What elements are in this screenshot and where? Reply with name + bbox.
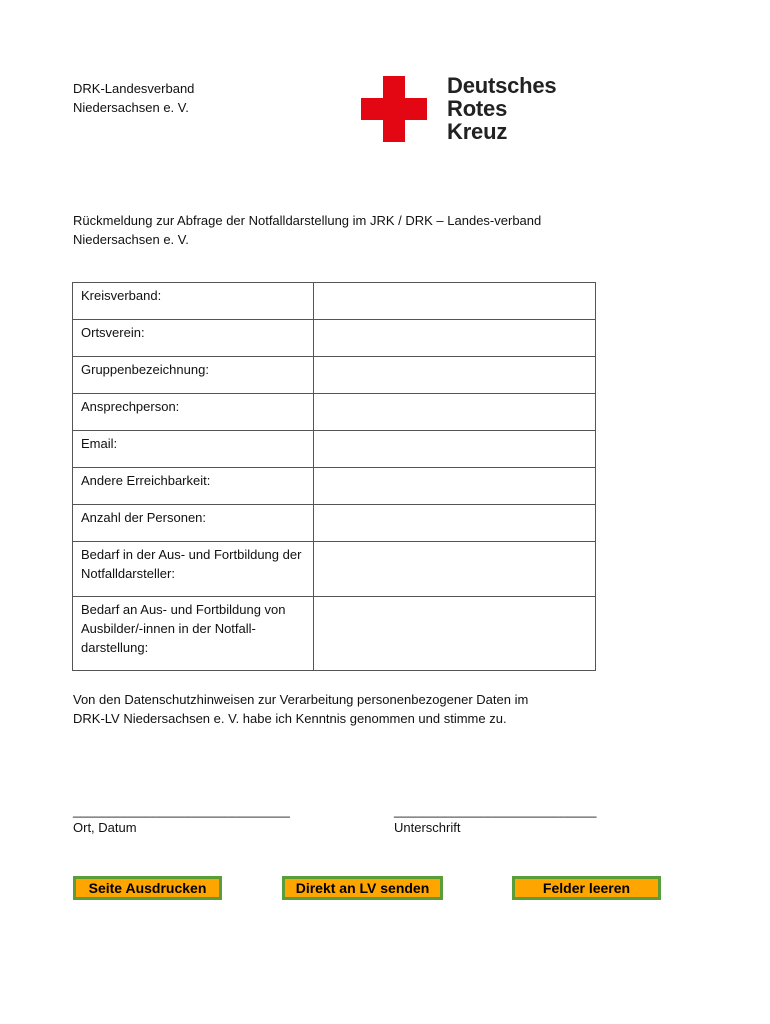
gruppenbezeichnung-field[interactable] xyxy=(313,357,595,394)
print-page-button[interactable]: Seite Ausdrucken xyxy=(73,876,222,900)
signature-line: ____________________________ xyxy=(394,803,597,818)
logo-line-2: Rotes xyxy=(447,96,508,121)
clear-fields-button[interactable]: Felder leeren xyxy=(512,876,661,900)
field-label-kreisverband: Kreisverband: xyxy=(73,283,314,320)
andere-erreichbarkeit-input[interactable] xyxy=(314,468,595,504)
table-row xyxy=(73,505,596,542)
table-row xyxy=(73,431,596,468)
bedarf-notfalldarsteller-input[interactable] xyxy=(314,542,595,596)
place-date-line: ______________________________ xyxy=(73,803,290,818)
sender-line-2: Niedersachsen e. V. xyxy=(73,100,189,115)
field-label-gruppenbezeichnung: Gruppenbezeichnung: xyxy=(73,357,314,394)
sender-block xyxy=(73,79,194,117)
contact-form-table xyxy=(72,282,596,671)
gruppenbezeichnung-input[interactable] xyxy=(314,357,595,393)
logo-wordmark xyxy=(447,74,556,143)
ansprechperson-input[interactable] xyxy=(314,394,595,430)
privacy-consent-text: Von den Datenschutzhinweisen zur Verarbeitung personenbezogener Daten im DRK-LV Niedersachsen e. V. habe ich Kenntnis genommen und stimme zu. xyxy=(73,692,529,726)
email-field[interactable] xyxy=(313,431,595,468)
field-label-bedarf-notfalldarsteller: Bedarf in der Aus- und Fortbildung der Notfalldarsteller: xyxy=(73,542,314,597)
field-label-email: Email: xyxy=(73,431,314,468)
table-row xyxy=(73,597,596,671)
andere-erreichbarkeit-field[interactable] xyxy=(313,468,595,505)
anzahl-personen-input[interactable] xyxy=(314,505,595,541)
place-date-label: Ort, Datum xyxy=(73,820,137,835)
table-row xyxy=(73,320,596,357)
ortsverein-input[interactable] xyxy=(314,320,595,356)
table-row xyxy=(73,357,596,394)
signature-label: Unterschrift xyxy=(394,820,461,835)
table-row xyxy=(73,394,596,431)
send-to-lv-button[interactable]: Direkt an LV senden xyxy=(282,876,443,900)
bedarf-notfalldarsteller-field[interactable] xyxy=(313,542,595,597)
field-label-andere-erreichbarkeit: Andere Erreichbarkeit: xyxy=(73,468,314,505)
kreisverband-field[interactable] xyxy=(313,283,595,320)
sender-line-1: DRK-Landesverband xyxy=(73,81,195,96)
table-row xyxy=(73,542,596,597)
kreisverband-input[interactable] xyxy=(314,283,595,319)
logo-line-1: Deutsches xyxy=(447,73,557,98)
red-cross-icon-bar xyxy=(361,98,427,120)
field-label-bedarf-ausbilder: Bedarf an Aus- und Fortbildung von Ausbilder/-innen in der Notfall-darstellung: xyxy=(73,597,314,671)
field-label-ansprechperson: Ansprechperson: xyxy=(73,394,314,431)
anzahl-personen-field[interactable] xyxy=(313,505,595,542)
drk-logo xyxy=(361,73,601,146)
field-label-ortsverein: Ortsverein: xyxy=(73,320,314,357)
email-input[interactable] xyxy=(314,431,595,467)
bedarf-ausbilder-input[interactable] xyxy=(314,597,595,670)
table-row xyxy=(73,283,596,320)
logo-line-3: Kreuz xyxy=(447,119,508,144)
ortsverein-field[interactable] xyxy=(313,320,595,357)
table-row xyxy=(73,468,596,505)
form-heading: Rückmeldung zur Abfrage der Notfalldarstellung im JRK / DRK – Landes-verband Niedersachsen e. V. xyxy=(73,213,542,247)
ansprechperson-field[interactable] xyxy=(313,394,595,431)
bedarf-ausbilder-field[interactable] xyxy=(313,597,595,671)
field-label-anzahl-personen: Anzahl der Personen: xyxy=(73,505,314,542)
